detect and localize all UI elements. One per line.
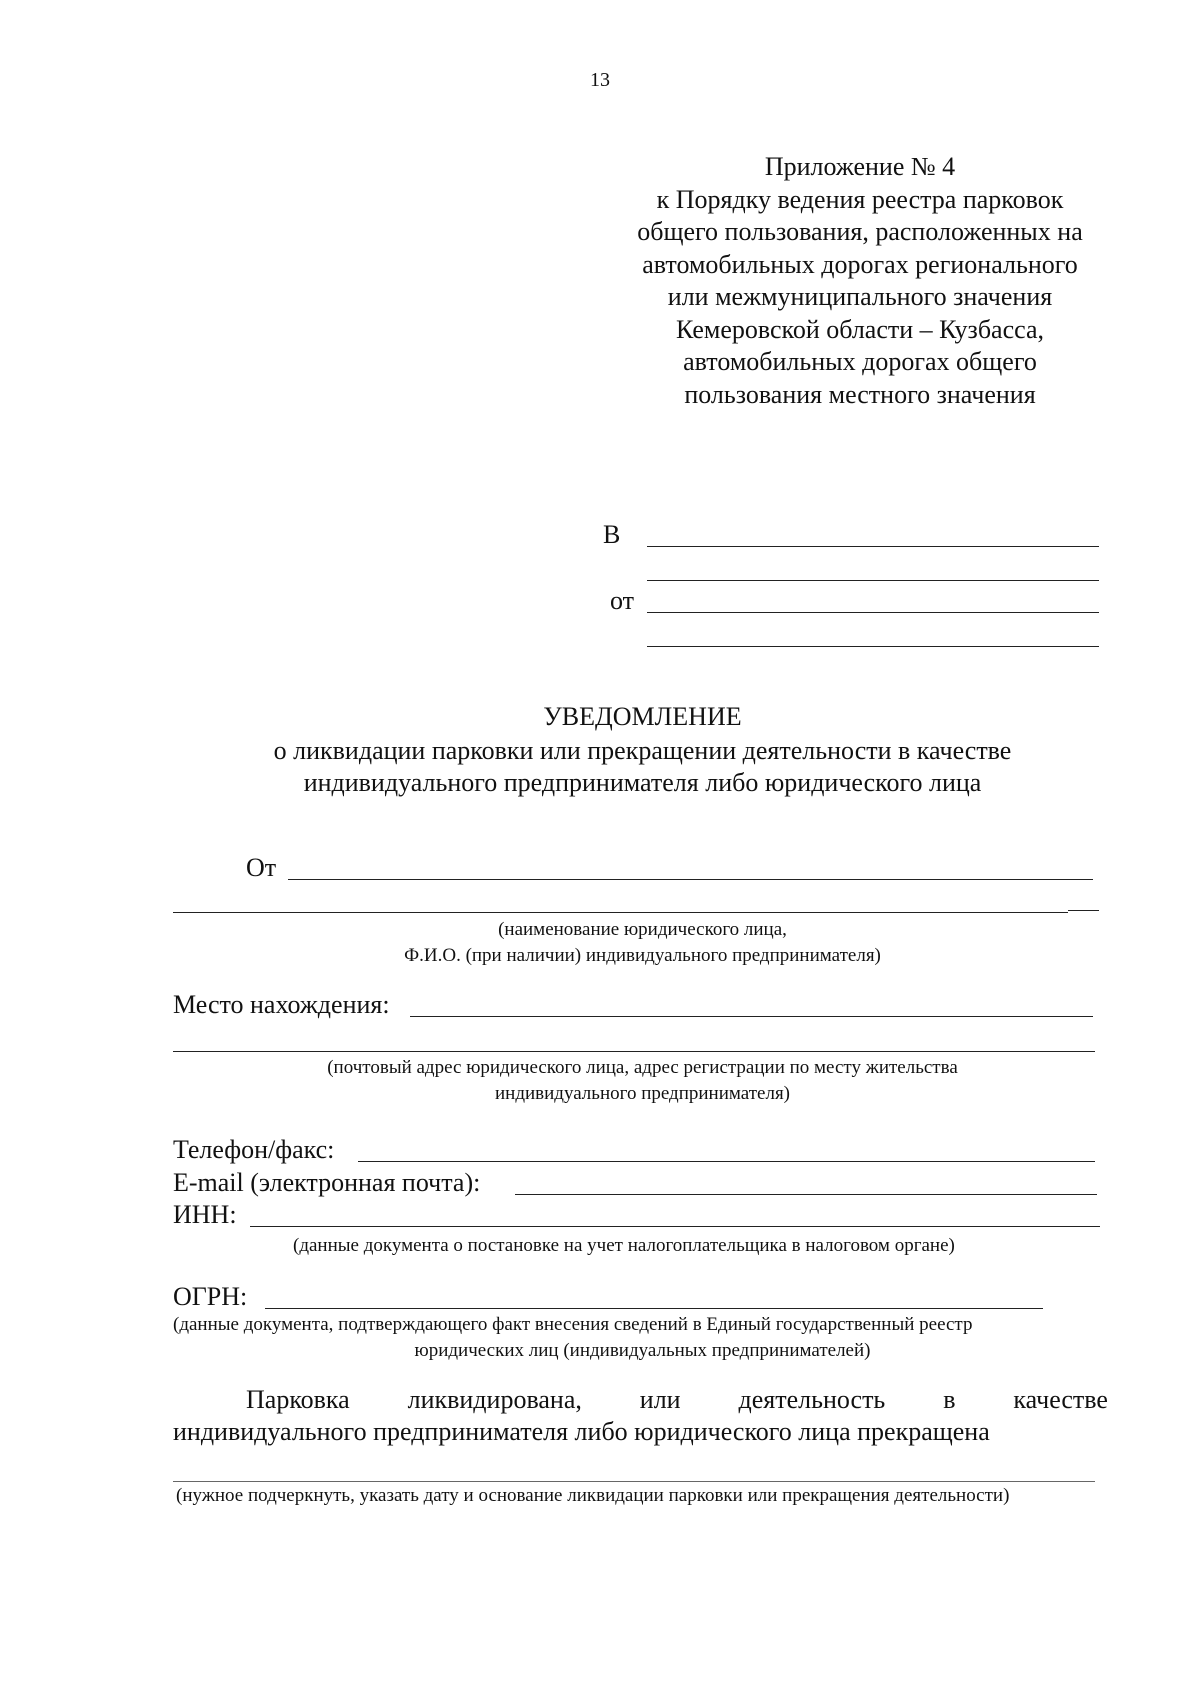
notice-title: УВЕДОМЛЕНИЕ	[543, 702, 742, 731]
statement-blank-line[interactable]	[173, 1481, 1095, 1482]
statement-word: в	[943, 1385, 956, 1414]
ogrn-label: ОГРН:	[173, 1282, 248, 1311]
appendix-line: Приложение № 4	[764, 152, 956, 181]
appendix-line: общего пользования, расположенных на	[637, 217, 1083, 246]
from-hint-2: Ф.И.О. (при наличии) индивидуального предпринимателя)	[404, 945, 881, 966]
inn-hint: (данные документа о постановке на учет налогоплательщика в налоговом органе)	[293, 1235, 955, 1256]
notice-subtitle-1: о ликвидации парковки или прекращении деятельности в качестве	[273, 736, 1012, 765]
location-label: Место нахождения:	[173, 990, 390, 1019]
from-hint-1: (наименование юридического лица,	[498, 919, 787, 940]
from-name-line-1[interactable]	[288, 879, 1093, 880]
ogrn-line[interactable]	[265, 1308, 1043, 1309]
from-label: От	[246, 853, 277, 882]
inn-label: ИНН:	[173, 1200, 237, 1229]
phone-label: Телефон/факс:	[173, 1135, 335, 1164]
from-label-short: от	[610, 586, 635, 615]
from-line-1[interactable]	[647, 612, 1099, 613]
phone-line[interactable]	[358, 1161, 1095, 1162]
location-hint-2: индивидуального предпринимателя)	[494, 1083, 791, 1104]
appendix-line: Кемеровской области – Кузбасса,	[675, 314, 1045, 344]
appendix-line: автомобильных дорогах регионального	[642, 249, 1078, 279]
location-line-1[interactable]	[410, 1016, 1093, 1017]
statement-word: или	[639, 1385, 681, 1414]
ogrn-hint-2: юридических лиц (индивидуальных предпринимателей)	[414, 1340, 871, 1361]
from-name-line-2[interactable]	[173, 912, 1068, 913]
appendix-line: к Порядку ведения реестра парковок	[656, 184, 1064, 214]
ogrn-hint-1: (данные документа, подтверждающего факт внесения сведений в Единый государственный реестр	[173, 1314, 973, 1335]
statement-line-2: индивидуального предпринимателя либо юридического лица прекращена	[173, 1417, 990, 1446]
appendix-line: пользования местного значения	[684, 379, 1036, 409]
statement-hint: (нужное подчеркнуть, указать дату и основание ликвидации парковки или прекращения деятельности)	[176, 1485, 1010, 1506]
email-label: E-mail (электронная почта):	[173, 1168, 481, 1197]
from-line-2[interactable]	[647, 646, 1099, 647]
statement-word: качестве	[1013, 1385, 1108, 1414]
email-line[interactable]	[515, 1194, 1097, 1195]
to-label: В	[603, 520, 621, 549]
statement-line-1	[246, 1387, 1108, 1413]
location-line-2[interactable]	[173, 1051, 1095, 1052]
notice-subtitle-2: индивидуального предпринимателя либо юридического лица	[303, 768, 982, 797]
page-number: 13	[590, 69, 610, 91]
location-hint-1: (почтовый адрес юридического лица, адрес регистрации по месту жительства	[327, 1057, 958, 1078]
to-line-2[interactable]	[647, 580, 1099, 581]
inn-line[interactable]	[250, 1226, 1100, 1227]
to-line-1[interactable]	[647, 546, 1099, 547]
appendix-line: или межмуниципального значения	[667, 282, 1053, 311]
from-name-line-2-tail	[1068, 910, 1099, 911]
statement-word: деятельность	[738, 1385, 886, 1414]
statement-word: ликвидирована,	[407, 1385, 582, 1414]
statement-word: Парковка	[246, 1385, 350, 1414]
appendix-line: автомобильных дорогах общего	[683, 347, 1037, 376]
